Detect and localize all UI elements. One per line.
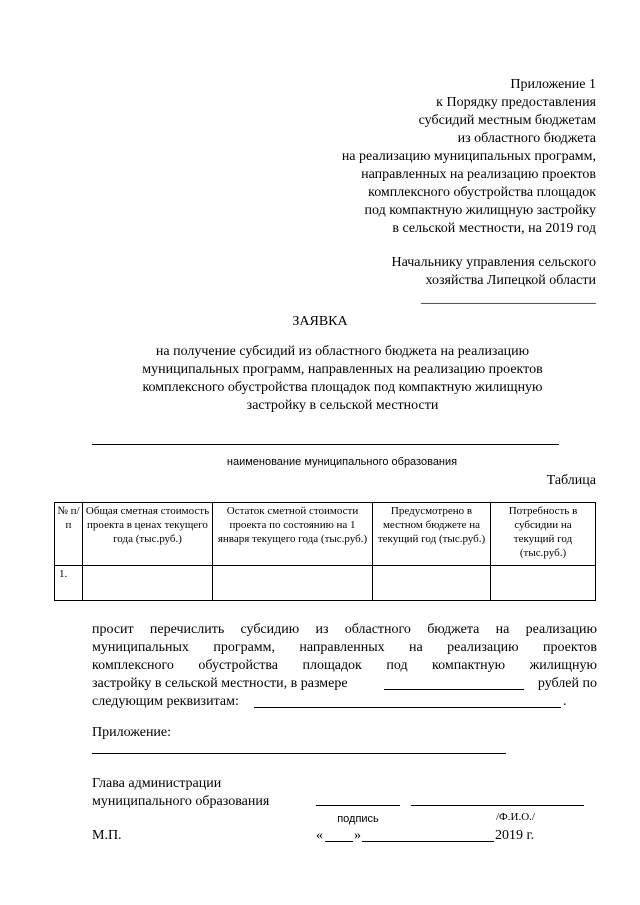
- column-header-subsidy-need: Потребность в субсидии на текущий год (тыс.руб.): [491, 503, 596, 566]
- addressee-line: Начальнику управления сельского: [391, 255, 596, 270]
- signatory-role: муниципального образования: [92, 794, 270, 809]
- request-line: просит перечислить субсидию из областного бюджета на реализацию: [92, 622, 597, 637]
- column-header-local-budget: Предусмотрено в местном бюджете на текущий год (тыс.руб.): [373, 503, 491, 566]
- header-line: на реализацию муниципальных программ,: [341, 149, 596, 164]
- table-cell[interactable]: [83, 566, 213, 601]
- table-cell[interactable]: [491, 566, 596, 601]
- column-header-number: № п/п: [55, 503, 83, 566]
- table-row: [55, 566, 596, 601]
- column-header-remaining-cost: Остаток сметной стоимости проекта по состоянию на 1 января текущего года (тыс.руб.): [213, 503, 373, 566]
- signatory-role: Глава администрации: [92, 776, 222, 791]
- header-line: под компактную жилищную застройку: [364, 203, 596, 218]
- column-header-total-cost: Общая сметная стоимость проекта в ценах текущего года (тыс.руб.): [83, 503, 213, 566]
- full-name-field[interactable]: [411, 805, 584, 806]
- signature-field[interactable]: [316, 805, 400, 806]
- date-year: 2019 г.: [495, 828, 535, 843]
- table-header-row: [55, 503, 596, 566]
- request-line: комплексного обустройства площадок под компактную жилищную: [92, 658, 597, 673]
- date-quote-close: »: [354, 828, 361, 843]
- addressee-blank: _________________________: [421, 291, 596, 306]
- amount-field[interactable]: [384, 689, 524, 690]
- request-line: муниципальных программ, направленных на реализацию проектов: [92, 640, 597, 655]
- header-line: в сельской местности, на 2019 год: [392, 221, 596, 236]
- attachment-field[interactable]: [92, 753, 506, 754]
- month-field[interactable]: [362, 841, 494, 842]
- stamp-label: М.П.: [92, 828, 122, 843]
- table-cell[interactable]: [373, 566, 491, 601]
- table-label: Таблица: [546, 473, 596, 488]
- subtitle-line: на получение субсидий из областного бюджета на реализацию: [155, 344, 530, 359]
- table-cell[interactable]: [213, 566, 373, 601]
- signature-caption: подпись: [337, 813, 379, 825]
- request-line-end: .: [563, 694, 567, 709]
- header-line: направленных на реализацию проектов: [361, 167, 596, 182]
- header-line: к Порядку предоставления: [436, 95, 596, 110]
- bank-details-field[interactable]: [254, 707, 561, 708]
- row-number-cell: 1.: [55, 566, 83, 601]
- subsidy-table: [54, 502, 596, 601]
- header-line: Приложение 1: [510, 77, 596, 92]
- attachment-label: Приложение:: [92, 725, 172, 740]
- subtitle-line: муниципальных программ, направленных на реализацию проектов: [142, 362, 543, 377]
- date-quote-open: «: [316, 828, 323, 843]
- full-name-caption: /Ф.И.О./: [496, 811, 535, 823]
- municipality-caption: наименование муниципального образования: [226, 456, 458, 468]
- document-title: ЗАЯВКА: [292, 314, 348, 329]
- request-line: застройку в сельской местности, в размере: [92, 676, 348, 691]
- header-line: комплексного обустройства площадок: [368, 185, 596, 200]
- subtitle-line: комплексного обустройства площадок под компактную жилищную: [142, 380, 543, 395]
- addressee-line: хозяйства Липецкой области: [425, 273, 596, 288]
- day-field[interactable]: [325, 841, 353, 842]
- subtitle-line: застройку в сельской местности: [246, 398, 439, 413]
- header-line: субсидий местным бюджетам: [418, 113, 596, 128]
- municipality-name-line[interactable]: [92, 444, 559, 445]
- request-line-end: рублей по: [537, 676, 597, 691]
- request-line: следующим реквизитам:: [92, 694, 239, 709]
- header-line: из областного бюджета: [457, 131, 596, 146]
